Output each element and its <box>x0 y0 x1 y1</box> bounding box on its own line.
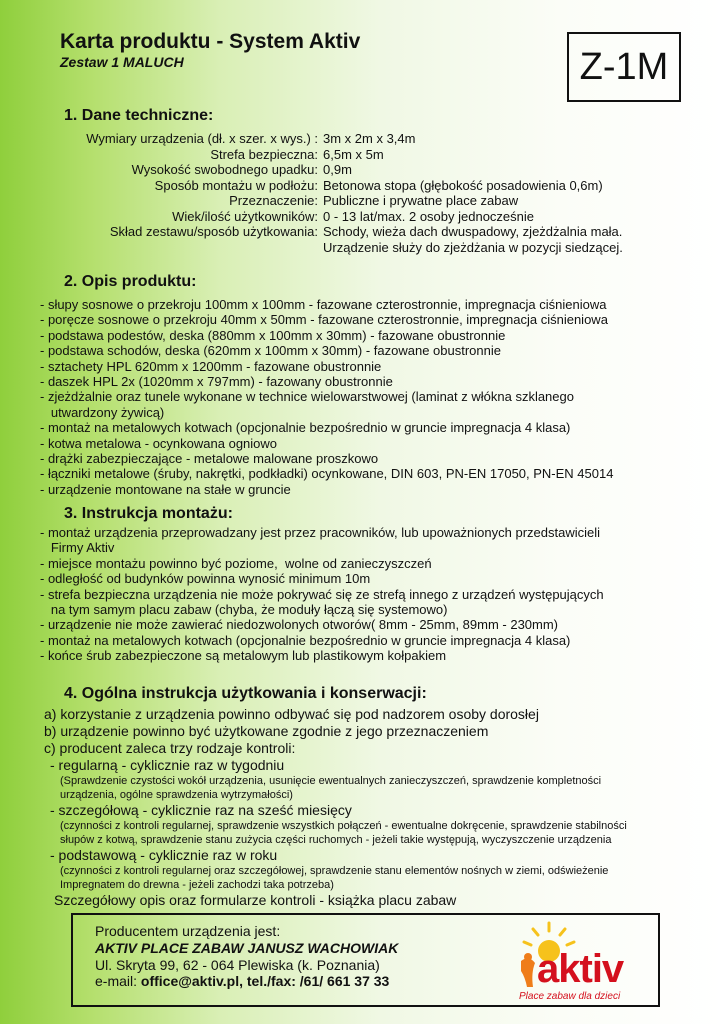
aktiv-logo <box>509 921 659 1005</box>
control-regular-note: (Sprawdzenie czystości wokół urządzenia, usunięcie ewentualnych zanieczyszczeń, sprawdzenie kompletności urządzenia, ogólne sprawdzenia wytrzymałości) <box>60 775 602 801</box>
page-title: Karta produktu - System Aktiv <box>60 30 361 53</box>
spec-row <box>0 131 725 147</box>
use-item-c: c) producent zaleca trzy rodzaje kontroli: <box>44 740 296 756</box>
spec-row <box>0 193 725 209</box>
spec-value: 0 - 13 lat/max. 2 osoby jednocześnie <box>323 208 535 224</box>
email-link[interactable]: office@aktiv.pl <box>140 973 240 989</box>
list-item: utwardzony żywicą) <box>40 404 165 420</box>
list-item: - słupy sosnowe o przekroju 100mm x 100mm - fazowane czterostronnie, impregnacja ciśnieniowa <box>40 297 607 312</box>
spec-value: Urządzenie służy do zjeżdżania w pozycji siedzącej. <box>323 239 623 255</box>
desc-list <box>40 297 613 497</box>
spec-value: 3m x 2m x 3,4m <box>323 131 416 146</box>
spec-row <box>0 178 725 194</box>
control-basic-note: (czynności z kontroli regularnej oraz szczegółowej, sprawdzenie stanu elementów nośnych w ziemi, odświeżenie Impregnatem do drewna - jeżeli zachodzi taka potrzeba) <box>60 865 609 891</box>
closing-note: Szczegółowy opis oraz formularze kontroli - książka placu zabaw <box>54 892 457 908</box>
list-item: - sztachety HPL 620mm x 1200mm - fazowane obustronnie <box>40 358 382 374</box>
section-desc-title: 2. Opis produktu: <box>64 273 197 290</box>
list-item: - urządzenie nie może zawierać niedozwolonych otworów( 8mm - 25mm, 89mm - 230mm) <box>40 617 559 633</box>
phone-number: , tel./fax: /61/ 661 37 33 <box>239 973 390 989</box>
spec-row <box>0 147 725 163</box>
spec-label: Wiek/ilość użytkowników: <box>172 208 318 224</box>
control-detailed-note: (czynności z kontroli regularnej, sprawdzenie wszystkich połączeń - ewentualne dokręcenie, sprawdzenie stabilności słupów z kotwą, sprawdzenie stanu zużycia części ruchomych - jeżeli takie występują, wyczyszczenie urządzenia <box>60 820 627 846</box>
spec-row <box>0 209 725 225</box>
spec-label: Przeznaczenie: <box>229 193 318 208</box>
list-item: - podstawa schodów, deska (620mm x 100mm x 30mm) - fazowane obustronnie <box>40 343 501 359</box>
product-code: Z-1M <box>579 45 669 88</box>
spec-row <box>0 240 725 256</box>
section-install-title: 3. Instrukcja montażu: <box>64 505 233 522</box>
spec-row <box>0 224 725 240</box>
list-item: - podstawa podestów, deska (880mm x 100mm x 30mm) - fazowane obustronnie <box>40 327 506 343</box>
spec-value: Schody, wieża dach dwuspadowy, zjeżdżalnia mała. <box>323 224 623 239</box>
spec-value: Publiczne i prywatne place zabaw <box>323 193 519 208</box>
list-item: Firmy Aktiv <box>40 540 115 556</box>
list-item: - poręcze sosnowe o przekroju 40mm x 50mm - fazowane czterostronnie, impregnacja ciśnieniowa <box>40 312 608 328</box>
spec-value: Betonowa stopa (głębokość posadowienia 0,6m) <box>323 177 603 193</box>
list-item: - strefa bezpieczna urządzenia nie może pokrywać się ze strefą innego z urządzeń występujących <box>40 586 604 602</box>
list-item: - łączniki metalowe (śruby, nakrętki, podkładki) ocynkowane, DIN 603, PN-EN 17050, PN-EN 45014 <box>40 466 614 482</box>
install-list <box>40 525 604 664</box>
producer-address: Ul. Skryta 99, 62 - 064 Plewiska (k. Poznania) <box>95 957 380 973</box>
spec-value: 6,5m x 5m <box>323 146 384 162</box>
product-code-box <box>567 32 681 102</box>
spec-value: 0,9m <box>323 162 352 177</box>
email-label: e-mail: <box>95 973 141 989</box>
page-subtitle: Zestaw 1 MALUCH <box>60 54 184 70</box>
spec-label: Sposób montażu w podłożu: <box>154 177 318 193</box>
list-item: - daszek HPL 2x (1020mm x 797mm) - fazowany obustronnie <box>40 374 393 390</box>
list-item: - końce śrub zabezpieczone są metalowym lub plastikowym kołpakiem <box>40 648 447 664</box>
list-item: - montaż na metalowych kotwach (opcjonalnie bezpośrednio w gruncie impregnacja 4 klasa) <box>40 420 571 436</box>
producer-company: AKTIV PLACE ZABAW JANUSZ WACHOWIAK <box>95 940 399 956</box>
control-basic-title: - podstawową - cyklicznie raz w roku <box>50 847 278 863</box>
spec-row <box>0 162 725 178</box>
list-item: - montaż urządzenia przeprowadzany jest przez pracowników, lub upoważnionych przedstawicieli <box>40 525 601 540</box>
control-detailed-title: - szczegółową - cyklicznie raz na sześć miesięcy <box>50 802 352 818</box>
producer-label: Producentem urządzenia jest: <box>95 923 281 939</box>
list-item: - zjeżdżalnie oraz tunele wykonane w technice wielowarstwowej (laminat z włókna szklanego <box>40 389 574 405</box>
control-regular-title: - regularną - cyklicznie raz w tygodniu <box>50 757 285 773</box>
list-item: - odległość od budynków powinna wynosić minimum 10m <box>40 571 371 587</box>
list-item: - drążki zabezpieczające - metalowe malowane proszkowo <box>40 451 379 467</box>
list-item: - montaż na metalowych kotwach (opcjonalnie bezpośrednio w gruncie impregnacja 4 klasa) <box>40 632 571 648</box>
use-section <box>44 706 714 909</box>
producer-contact <box>95 973 389 989</box>
logo-wordmark: aktiv <box>537 947 624 991</box>
logo-tagline: Place zabaw dla dzieci <box>519 991 621 1002</box>
use-item-b: b) urządzenie powinno być użytkowane zgodnie z jego przeznaczeniem <box>44 723 489 739</box>
spec-label: Skład zestawu/sposób użytkowania: <box>109 224 318 239</box>
list-item: na tym samym placu zabaw (chyba, że moduły łączą się systemowo) <box>40 602 448 618</box>
spec-label: Strefa bezpieczna: <box>210 146 318 162</box>
spec-label: Wysokość swobodnego upadku: <box>131 162 318 177</box>
list-item: - miejsce montażu powinno być poziome, wolne od zanieczyszczeń <box>40 555 432 571</box>
list-item: - urządzenie montowane na stałe w gruncie <box>40 481 291 497</box>
producer-box <box>71 913 660 1007</box>
section-use-title: 4. Ogólna instrukcja użytkowania i konserwacji: <box>64 685 427 702</box>
spec-label: Wymiary urządzenia (dł. x szer. x wys.) : <box>86 131 318 146</box>
section-tech-title: 1. Dane techniczne: <box>64 107 214 124</box>
use-item-a: a) korzystanie z urządzenia powinno odbywać się pod nadzorem osoby dorosłej <box>44 706 539 722</box>
list-item: - kotwa metalowa - ocynkowana ogniowo <box>40 435 278 451</box>
